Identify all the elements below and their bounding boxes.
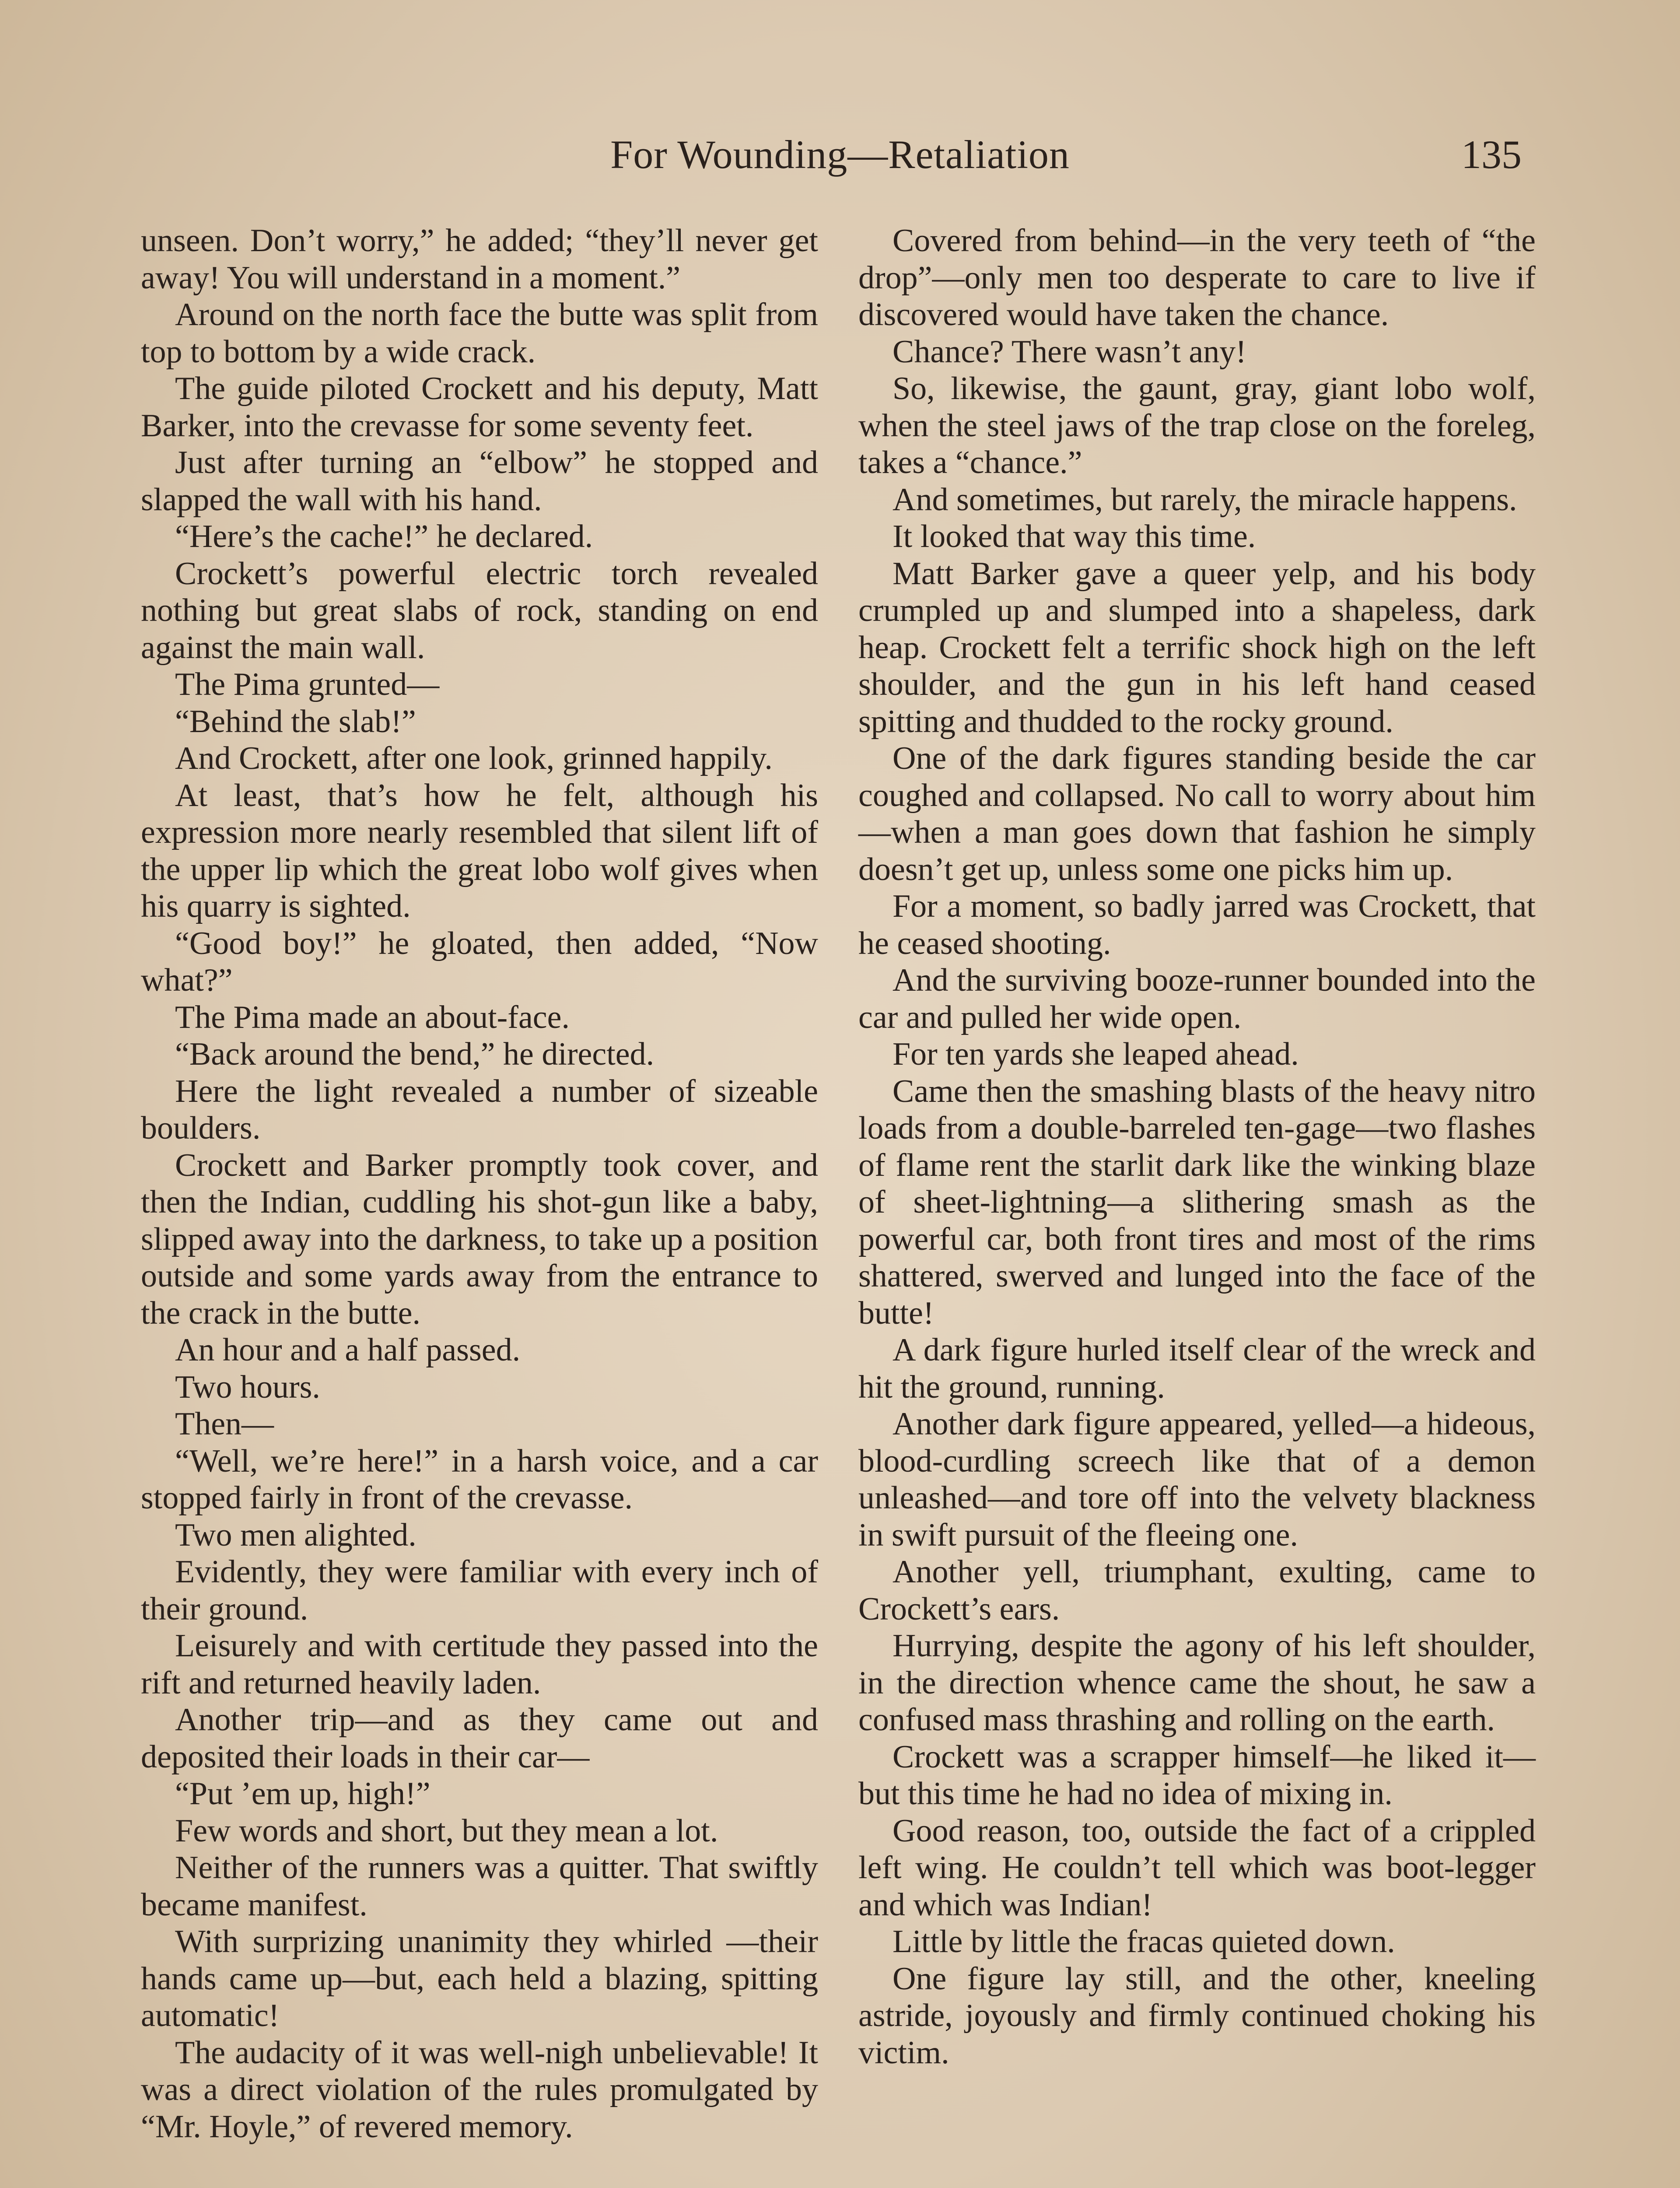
paragraph: For ten yards she leaped ahead. — [892, 1036, 1299, 1072]
paragraph: Leisurely and with certitude they passed into the rift and returned heavily laden. — [141, 1628, 818, 1701]
paragraph: Another dark figure appeared, yelled—a hideous, blood-curdling screech like that of a demon unleashed—and tore off into the velvety blackness in swift pursuit of the fleeing one. — [858, 1406, 1536, 1553]
paragraph: Then— — [175, 1406, 274, 1442]
paragraph: Another yell, triumphant, exulting, came to Crockett’s ears. — [858, 1554, 1536, 1627]
paragraph: “Put ’em up, high!” — [175, 1776, 430, 1812]
left-text-column — [141, 222, 818, 2188]
paragraph: And sometimes, but rarely, the miracle happens. — [892, 481, 1517, 518]
paragraph: Came then the smashing blasts of the heavy nitro loads from a double-barreled ten-gage—two flashes of flame rent the starlit dark like the winking blaze of sheet-lightning—a slithering smash as the powerful car, both front tires and most of the rims shattered, swerved and lunged into the face of the butte! — [858, 1073, 1536, 1331]
paragraph: Covered from behind—in the very teeth of “the drop”—only men too desperate to care to live if discovered would have taken the chance. — [858, 223, 1536, 333]
paragraph: Just after turning an “elbow” he stopped and slapped the wall with his hand. — [141, 445, 818, 518]
paragraph: For a moment, so badly jarred was Crockett, that he ceased shooting. — [858, 888, 1536, 961]
paragraph: One figure lay still, and the other, kneeling astride, joyously and firmly continued choking his victim. — [858, 1960, 1536, 2071]
paragraph: Around on the north face the butte was split from top to bottom by a wide crack. — [141, 297, 818, 370]
paragraph: One of the dark figures standing beside the car coughed and collapsed. No call to worry about him—when a man goes down that fashion he simply doesn’t get up, unless some one picks him up. — [858, 740, 1536, 887]
paragraph: unseen. Don’t worry,” he added; “they’ll never get away! You will understand in a moment.” — [141, 223, 818, 296]
paragraph: With surprizing unanimity they whirled —their hands came up—but, each held a blazing, spitting automatic! — [141, 1924, 818, 2034]
paragraph: Few words and short, but they mean a lot. — [175, 1813, 718, 1849]
paragraph: “Here’s the cache!” he declared. — [175, 519, 593, 554]
paragraph: “Back around the bend,” he directed. — [175, 1036, 654, 1072]
paragraph: Two men alighted. — [175, 1517, 416, 1553]
paragraph: Crockett and Barker promptly took cover, and then the Indian, cuddling his shot-gun like a baby, slipped away into the darkness, to take up a position outside and some yards away from the entrance to the crack in the butte. — [141, 1147, 818, 1331]
paragraph: And the surviving booze-runner bounded into the car and pulled her wide open. — [858, 962, 1536, 1035]
paragraph: Here the light revealed a number of sizeable boulders. — [141, 1073, 818, 1146]
paragraph: “Behind the slab!” — [175, 703, 416, 740]
paragraph: “Good boy!” he gloated, then added, “Now what?” — [141, 925, 818, 998]
running-head-title: For Wounding—Retaliation — [610, 132, 1070, 177]
paragraph: Neither of the runners was a quitter. That swiftly became manifest. — [141, 1850, 818, 1923]
paragraph: Chance? There wasn’t any! — [892, 333, 1246, 370]
paragraph: Crockett was a scrapper himself—he liked it—but this time he had no idea of mixing in. — [858, 1739, 1536, 1812]
paragraph: Matt Barker gave a queer yelp, and his body crumpled up and slumped into a shapeless, dark heap. Crockett felt a terrific shock high on the left shoulder, and the gun in his left hand ceased spitting and thudded to the rocky ground. — [858, 555, 1536, 740]
paragraph: It looked that way this time. — [892, 519, 1256, 554]
paragraph: “Well, we’re here!” in a harsh voice, and a car stopped fairly in front of the crevasse. — [141, 1443, 818, 1516]
paragraph: Another trip—and as they came out and deposited their loads in their car— — [141, 1702, 818, 1775]
paragraph: Crockett’s powerful electric torch revealed nothing but great slabs of rock, standing on end against the main wall. — [141, 555, 818, 666]
paragraph: Good reason, too, outside the fact of a crippled left wing. He couldn’t tell which was boot-legger and which was Indian! — [858, 1813, 1536, 1923]
paragraph: The Pima made an about-face. — [175, 999, 570, 1035]
paragraph: And Crockett, after one look, grinned happily. — [175, 740, 773, 776]
paragraph: So, likewise, the gaunt, gray, giant lobo wolf, when the steel jaws of the trap close on the foreleg, takes a “chance.” — [858, 371, 1536, 480]
paragraph: An hour and a half passed. — [175, 1332, 521, 1368]
right-text-column — [858, 222, 1536, 2188]
paragraph: Evidently, they were familiar with every inch of their ground. — [141, 1554, 818, 1627]
paragraph: At least, that’s how he felt, although his expression more nearly resembled that silent lift of the upper lip which the great lobo wolf gives when his quarry is sighted. — [141, 777, 818, 924]
paragraph: The audacity of it was well-nigh unbelievable! It was a direct violation of the rules promulgated by “Mr. Hoyle,” of revered memory. — [141, 2034, 818, 2145]
paragraph: Two hours. — [175, 1369, 320, 1405]
paragraph: The Pima grunted— — [175, 666, 440, 702]
paragraph: Little by little the fracas quieted down. — [892, 1924, 1395, 1960]
paragraph: Hurrying, despite the agony of his left shoulder, in the direction whence came the shout, he saw a confused mass thrashing and rolling on the earth. — [858, 1628, 1536, 1738]
paragraph: A dark figure hurled itself clear of the wreck and hit the ground, running. — [858, 1332, 1536, 1405]
paragraph: The guide piloted Crockett and his deputy, Matt Barker, into the crevasse for some seventy feet. — [141, 371, 818, 444]
page-number: 135 — [1461, 132, 1522, 177]
